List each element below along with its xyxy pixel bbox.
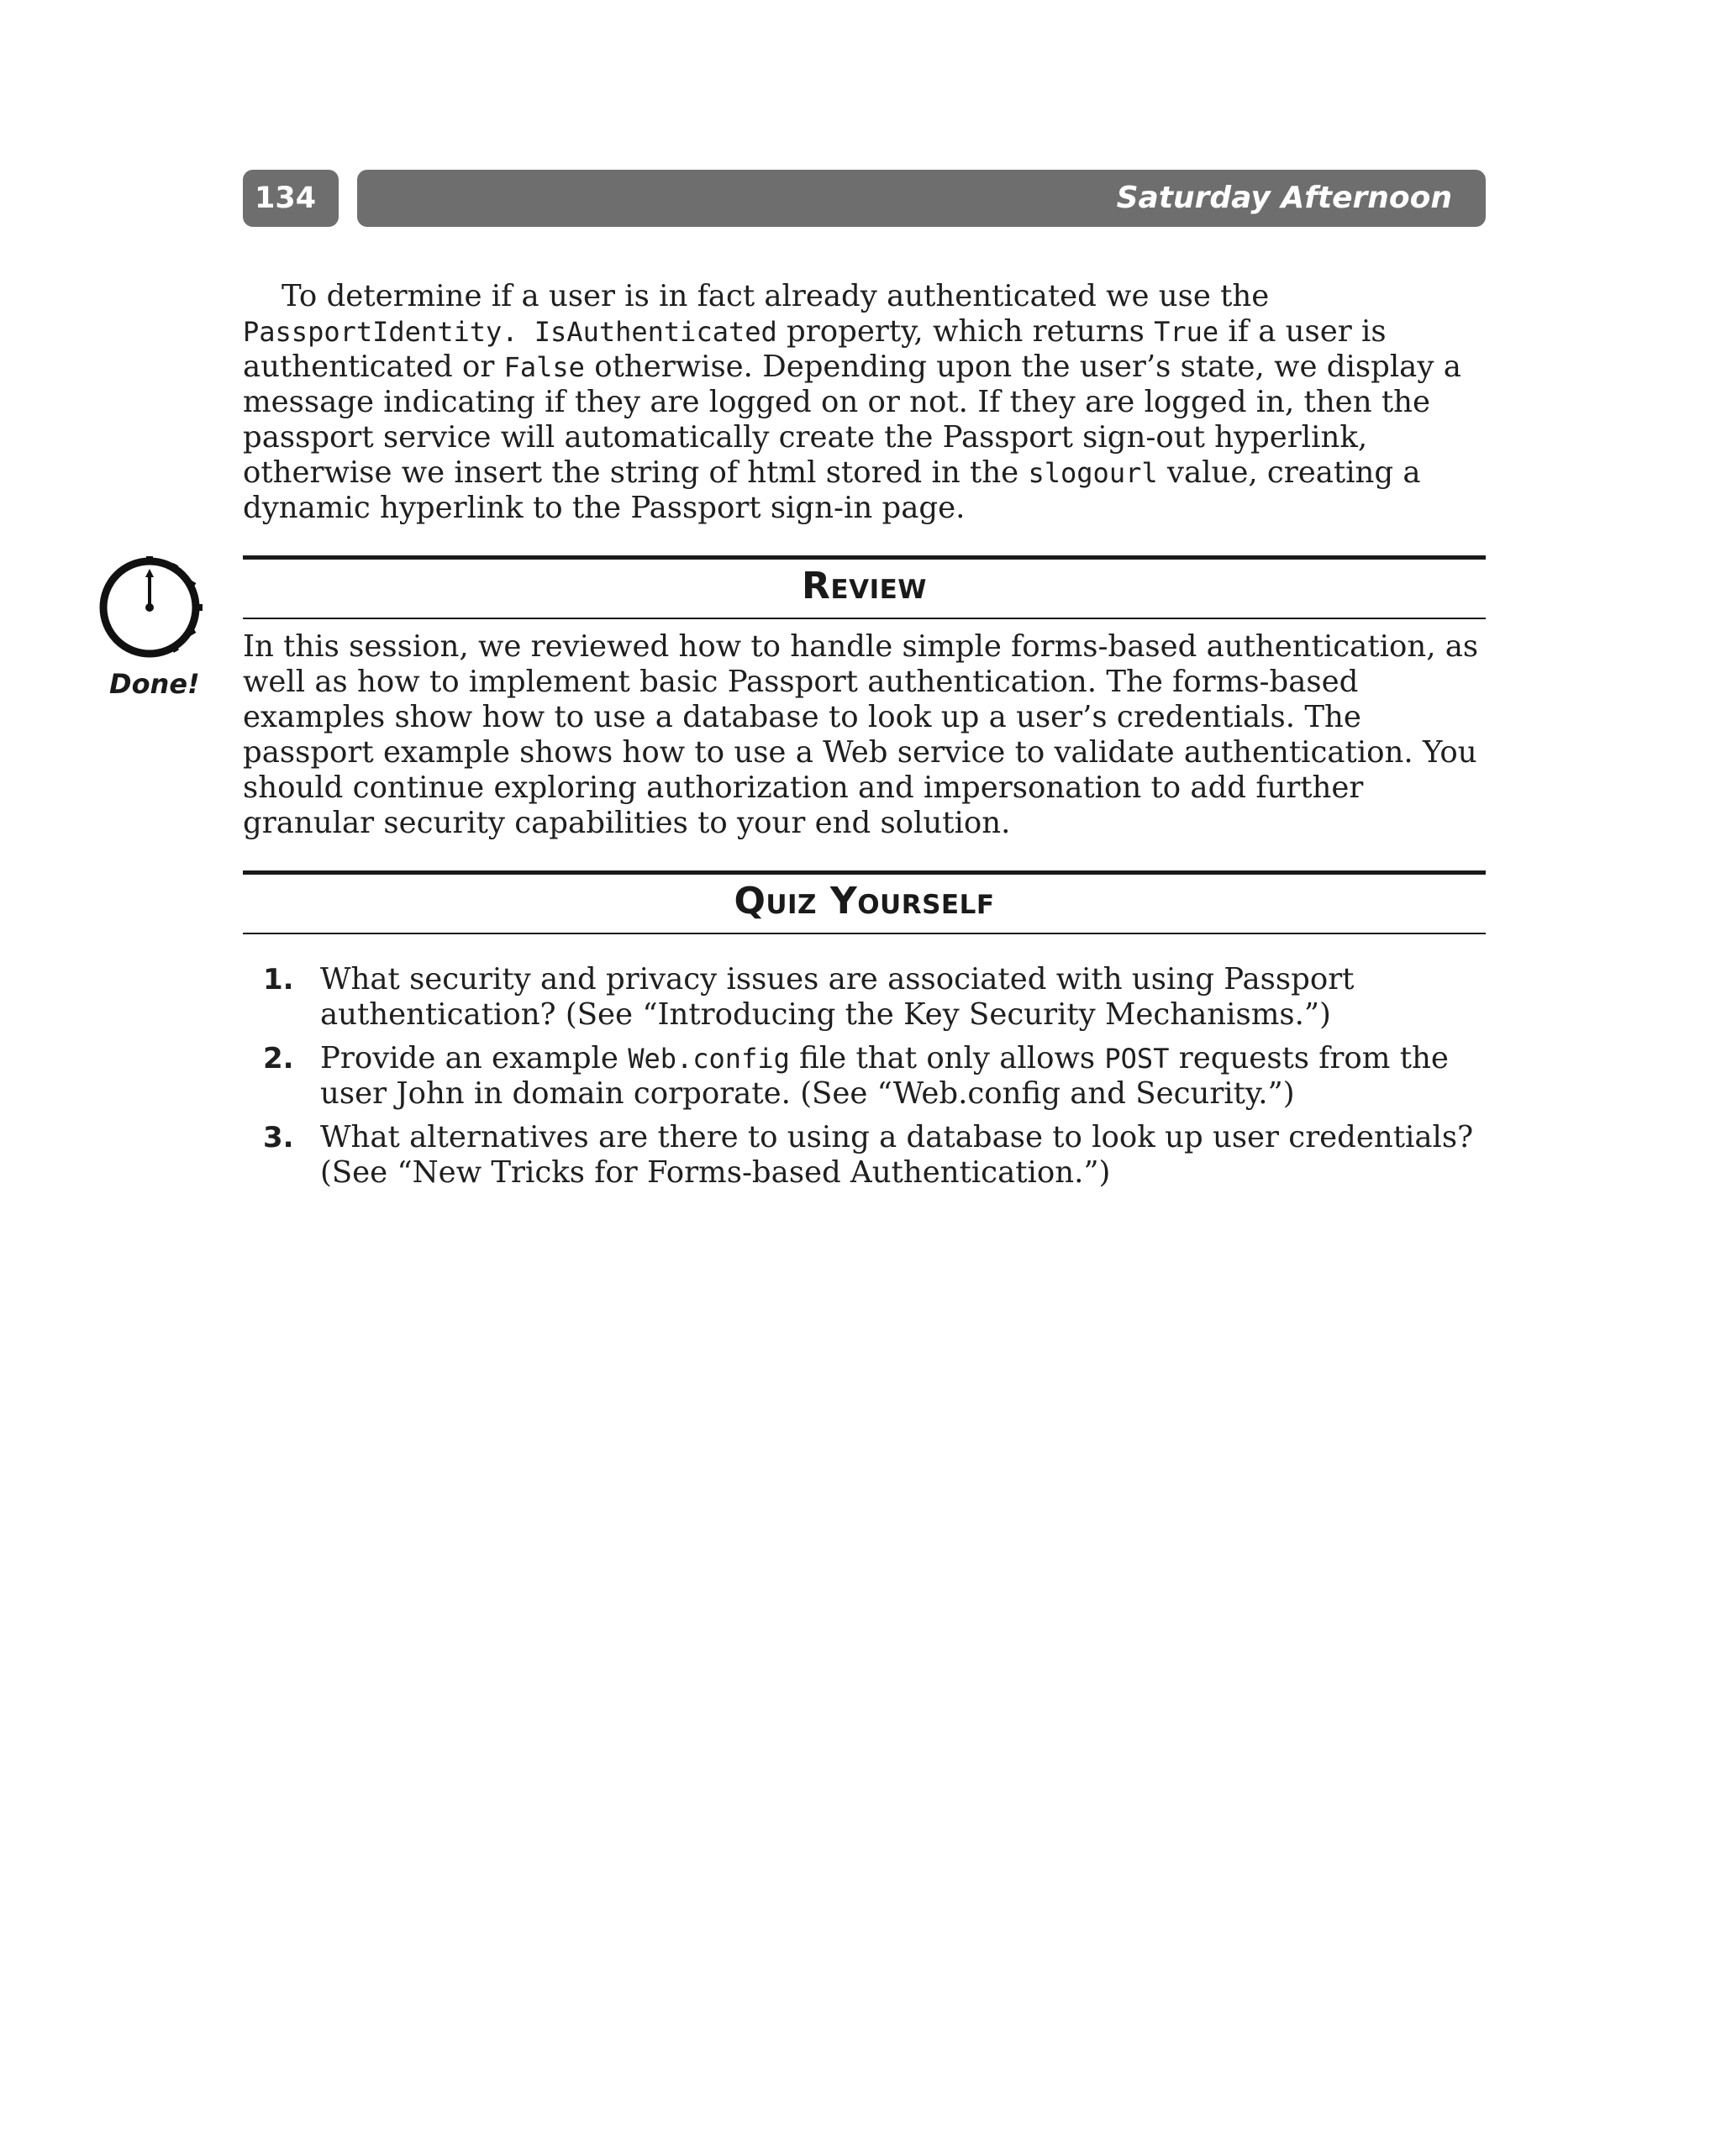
running-head: Saturday Afternoon [357, 170, 1486, 227]
intro-text-5: value, creating a dynamic hyperlink to the Passport sign-in page. [243, 455, 1421, 525]
intro-paragraph [243, 279, 1487, 526]
intro-code-slogourl: slogourl [1028, 457, 1158, 489]
quiz-item-text-3: requests from the user John in domain corporate. (See “Web.config and Security.”) [320, 1041, 1449, 1111]
quiz-top-rule [243, 870, 1486, 875]
quiz-item-text-2: file that only allows [789, 1041, 1105, 1075]
intro-text-2: property, which returns [776, 314, 1155, 349]
quiz-item-number: 2. [263, 1042, 294, 1075]
quiz-item-text: What security and privacy issues are associated with using Passport authentication? (See “Introducing the Key Security Mechanisms.”) [320, 962, 1355, 1032]
intro-text-3: if a user is authenticated or [243, 314, 1387, 384]
quiz-item [243, 1041, 1487, 1112]
quiz-code-web-config: Web.config [628, 1043, 790, 1075]
intro-code-true: True [1154, 316, 1219, 348]
review-top-rule [243, 555, 1486, 560]
intro-text-1: To determine if a user is in fact already authenticated we use the [282, 279, 1270, 313]
quiz-bottom-rule [243, 933, 1486, 934]
review-paragraph: In this session, we reviewed how to handle simple forms-based authentication, as well as how to implement basic Passport authentication. The forms-based examples show how to use a database to look up a user’s credentials. The passport example shows how to use a Web service to validate authentication. You should continue exploring authorization and impersonation to add further granular security capabilities to your end solution. [243, 629, 1479, 840]
review-heading: Review [802, 565, 927, 607]
quiz-item [243, 1120, 1487, 1191]
intro-code-passport-identity: PassportIdentity. IsAuthenticated [243, 316, 777, 348]
quiz-item-text: What alternatives are there to using a database to look up user credentials? (See “New Tricks for Forms-based Authentication.”) [320, 1120, 1474, 1190]
intro-code-false: False [503, 351, 585, 383]
done-label: Done! [109, 668, 200, 700]
stopwatch-icon [94, 552, 208, 663]
review-bottom-rule [243, 618, 1486, 619]
quiz-list [243, 962, 1487, 1199]
page-number: 134 [243, 170, 339, 227]
quiz-item-text-1: Provide an example [320, 1041, 629, 1075]
quiz-item-number: 3. [263, 1121, 294, 1154]
quiz-item-number: 1. [263, 963, 294, 996]
intro-text-4: otherwise. Depending upon the user’s state, we display a message indicating if they are logged on or not. If they are logged in, then the passport service will automatically create the Passport sign-out hyperlink, otherwise we insert the string of html stored in the [243, 350, 1461, 490]
quiz-code-post: POST [1104, 1043, 1170, 1075]
quiz-heading: Quiz Yourself [734, 880, 995, 923]
quiz-item [243, 962, 1487, 1033]
